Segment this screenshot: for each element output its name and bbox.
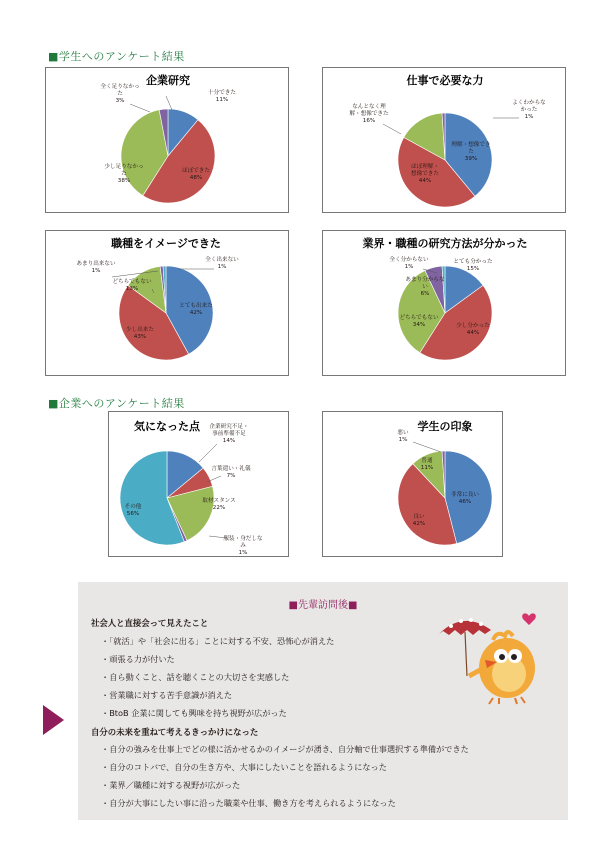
- group2-item: ・自分が大事にしたい事に沿った職業や仕事、働き方を考えられるようになった: [101, 798, 396, 808]
- data-label: 理解・想像できた 39%: [451, 142, 491, 162]
- data-label: どちらでもない 34%: [399, 315, 439, 328]
- students-section-title: ■学生へのアンケート結果: [48, 50, 185, 63]
- data-label: あまり出来ない 1%: [76, 261, 116, 274]
- data-label: 良い 42%: [412, 514, 426, 527]
- data-label: 服装・身だしなみ 1%: [223, 536, 263, 556]
- after-visit-title: ■先輩訪問後■: [288, 600, 358, 611]
- data-label: その他 56%: [124, 504, 142, 517]
- chart-title: 仕事で必要な力: [406, 74, 484, 87]
- chart-box-2: [322, 67, 566, 213]
- group2-item: ・自分の強みを仕事上でどの様に活かせるかのイメージが湧き、自分軸で仕事選択する準備ができた: [101, 744, 469, 754]
- group1-item: ・営業職に対する苦手意識が消えた: [101, 690, 233, 700]
- data-label: とても出来た 42%: [179, 303, 213, 316]
- data-label: 悪い 1%: [397, 430, 409, 443]
- data-label: とても分かった 15%: [453, 259, 493, 272]
- data-label: どちらでもない 13%: [112, 279, 152, 292]
- chart-box-5: [108, 411, 289, 557]
- chart-box-6: [322, 411, 503, 557]
- data-label: 言葉遣い・礼儀 7%: [211, 466, 251, 479]
- chart-company-research: [46, 68, 290, 214]
- group1-item: ・自ら動くこと、話を聴くことの大切さを実感した: [101, 672, 290, 682]
- group1-item: ・「就活」や「社会に出る」ことに対する不安、恐怖心が消えた: [101, 636, 335, 646]
- chart-box-1: [45, 67, 289, 213]
- leader-line: [413, 442, 441, 452]
- arrow-marker: [43, 705, 64, 735]
- chart-box-4: [322, 230, 566, 376]
- chart-title: 業界・職種の研究方法が分かった: [362, 237, 528, 250]
- data-label: あまり分からない 6%: [405, 277, 445, 297]
- chart-title: 気になった点: [134, 420, 200, 433]
- group1-item: ・頑張る力が付いた: [101, 654, 175, 664]
- chart-concerns: [109, 412, 290, 558]
- data-label: なんとなく理解・想像できた 16%: [349, 104, 389, 124]
- data-label: よくわからなかった 1%: [512, 100, 546, 120]
- leader-line: [383, 124, 401, 134]
- leader-line: [199, 444, 217, 462]
- data-label: 十分できた 11%: [208, 90, 236, 103]
- companies-section-title: ■企業へのアンケート結果: [48, 397, 185, 410]
- chart-job-image: [46, 231, 290, 377]
- data-label: 全く足りなかった 3%: [100, 84, 140, 104]
- leader-line: [130, 104, 150, 112]
- group1-heading: 社会人と直接会って見えたこと: [91, 618, 209, 628]
- group2-heading: 自分の未来を重ねて考えるきっかけになった: [91, 727, 259, 737]
- data-label: 非常に良い 46%: [451, 492, 479, 505]
- data-label: 取材スタンス 22%: [202, 498, 236, 511]
- data-label: 普通 11%: [420, 458, 434, 471]
- data-label: 全く出来ない 1%: [205, 257, 239, 270]
- data-label: 少し分かった 44%: [456, 323, 490, 336]
- data-label: 少し出来た 43%: [126, 327, 154, 340]
- chart-title: 職種をイメージできた: [111, 237, 221, 250]
- data-label: ほぼできた 48%: [182, 168, 210, 181]
- group2-item: ・自分のコトバで、自分の生き方や、大事にしたいことを語れるようになった: [101, 762, 387, 772]
- chart-research-method: [323, 231, 567, 377]
- data-label: 少し足りなかった 38%: [104, 164, 144, 184]
- leader-line: [166, 96, 172, 110]
- chart-title: 学生の印象: [417, 420, 473, 433]
- data-label: 企業研究不足・事前準備不足 14%: [209, 424, 249, 444]
- chart-student-impression: [323, 412, 504, 558]
- chart-box-3: [45, 230, 289, 376]
- bird-mascot-illustration: [433, 604, 553, 706]
- group2-item: ・業界／職種に対する視野が広がった: [101, 780, 241, 790]
- group1-item: ・BtoB 企業に関しても興味を持ち視野が広がった: [101, 708, 287, 718]
- chart-required-skills: [323, 68, 567, 214]
- data-label: 全く分からない 1%: [389, 257, 429, 270]
- after-visit-panel: [78, 582, 568, 820]
- data-label: ほぼ理解・想像できた 44%: [411, 164, 439, 184]
- chart-title: 企業研究: [146, 74, 190, 87]
